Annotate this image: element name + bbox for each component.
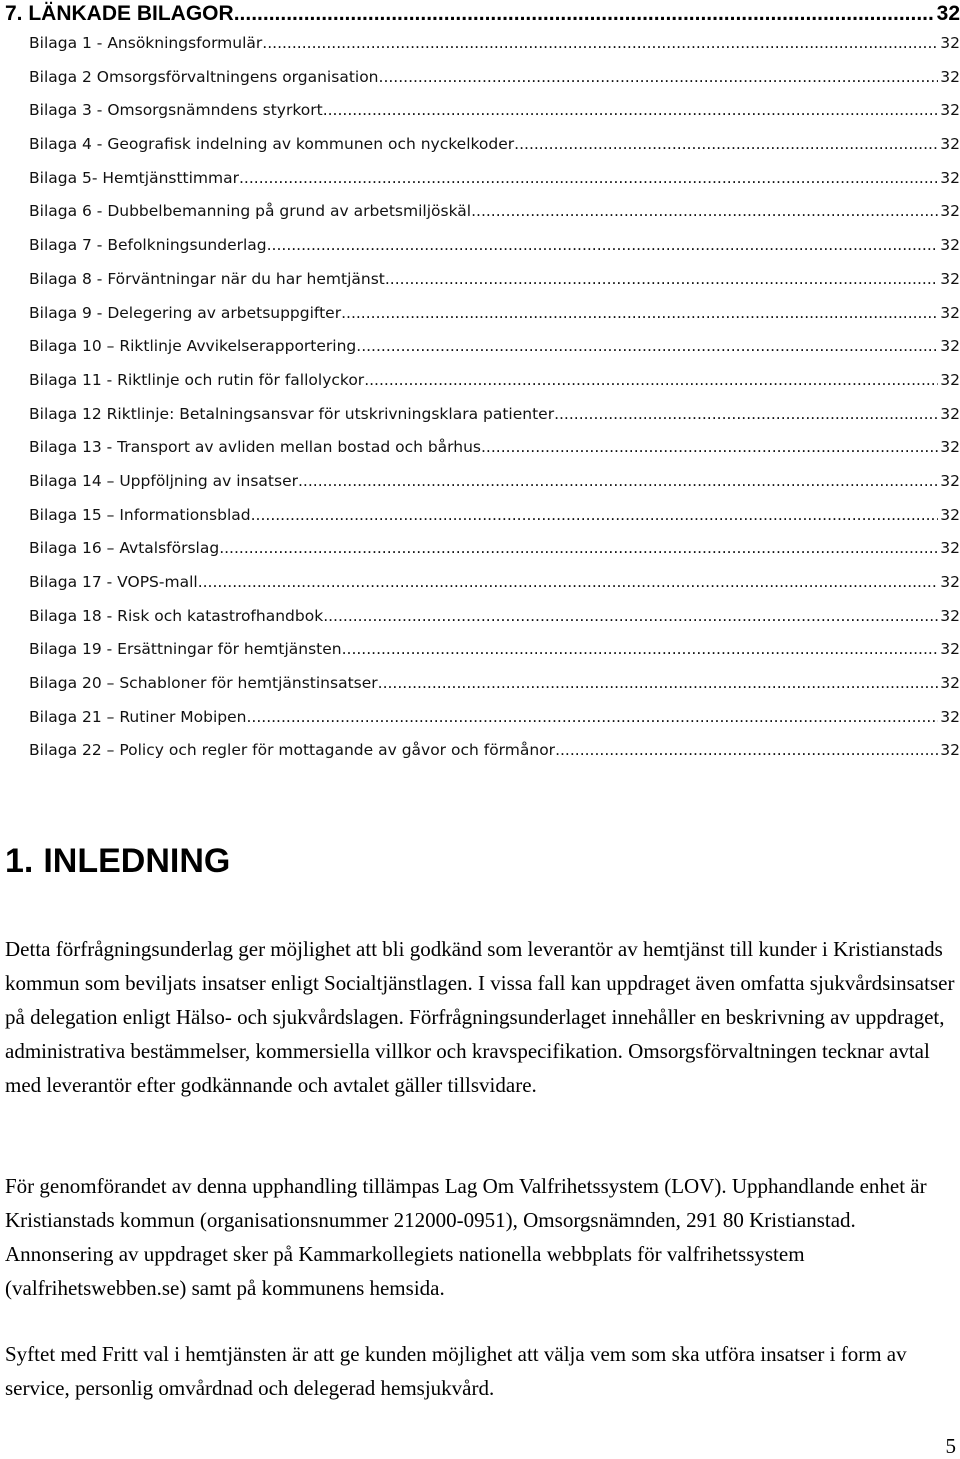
toc-item-page: 32 xyxy=(940,236,960,255)
toc-item-label: Bilaga 11 - Riktlinje och rutin för fallolyckor xyxy=(29,370,365,389)
toc-item-bilaga-7[interactable] xyxy=(29,236,960,270)
toc-item-label: Bilaga 19 - Ersättningar för hemtjänsten xyxy=(29,640,342,659)
toc-heading-leader xyxy=(234,2,935,26)
toc-item-label: Bilaga 18 - Risk och katastrofhandbok xyxy=(29,606,324,625)
toc-item-page: 32 xyxy=(940,303,960,322)
page-number: 5 xyxy=(945,1434,956,1458)
toc-item-bilaga-2[interactable] xyxy=(29,68,960,102)
toc-item-label: Bilaga 12 Riktlinje: Betalningsansvar för utskrivningsklara patienter xyxy=(29,404,555,423)
body-paragraph-3: Syftet med Fritt val i hemtjänsten är att ge kunden möjlighet att välja vem som ska utföra insatser i form av service, personlig omvårdnad och delegerad hemsjukvård. xyxy=(5,1342,907,1400)
toc-item-bilaga-16[interactable] xyxy=(29,539,960,573)
toc-item-leader xyxy=(323,607,938,625)
toc-item-leader xyxy=(239,169,938,187)
toc-item-bilaga-11[interactable] xyxy=(29,371,960,405)
body-paragraph-2: För genomförandet av denna upphandling tillämpas Lag Om Valfrihetssystem (LOV). Upphandlande enhet är Kristianstads kommun (organisationsnummer 212000-0951), Omsorgsnämnden, 291 80 Kristianstad. Annonsering av uppdraget sker på Kammarkollegiets nationella webbplats för valfrihetssystem (valfrihetswebben.se) samt på kommunens hemsida. xyxy=(5,1174,927,1300)
toc-item-page: 32 xyxy=(940,640,960,659)
toc-item-leader xyxy=(554,405,938,423)
toc-item-label: Bilaga 22 – Policy och regler för mottagande av gåvor och förmånor xyxy=(29,741,556,760)
toc-item-leader xyxy=(378,674,939,692)
toc-item-label: Bilaga 4 - Geografisk indelning av kommunen och nyckelkoder xyxy=(29,135,515,154)
toc-item-page: 32 xyxy=(940,67,960,86)
toc-item-leader xyxy=(514,135,938,153)
toc-item-leader xyxy=(341,304,938,322)
toc-item-bilaga-18[interactable] xyxy=(29,607,960,641)
toc-item-bilaga-5[interactable] xyxy=(29,169,960,203)
toc-item-page: 32 xyxy=(940,168,960,187)
toc-item-bilaga-21[interactable] xyxy=(29,708,960,742)
toc-item-page: 32 xyxy=(940,337,960,356)
toc-item-leader xyxy=(481,438,938,456)
toc-item-leader xyxy=(342,640,939,658)
toc-item-page: 32 xyxy=(940,606,960,625)
toc-item-bilaga-4[interactable] xyxy=(29,135,960,169)
body-paragraph-1: Detta förfrågningsunderlag ger möjlighet att bli godkänd som leverantör av hemtjänst till kunder i Kristianstads kommun som beviljats insatser enligt Socialtjänstlagen. I vissa fall kan uppdraget även omfatta sjukvårdsinsatser på delegation enligt Hälso- och sjukvårdslagen. Förfrågningsunderlaget innehåller en beskrivning av uppdraget, administrativa bestämmelser, kommersiella villkor och kravspecifikation. Omsorgsförvaltningen tecknar avtal med leverantör efter godkännande och avtalet gäller tillsvidare. xyxy=(5,937,955,1097)
toc-item-page: 32 xyxy=(940,34,960,52)
toc-item-page: 32 xyxy=(940,404,960,423)
toc-heading[interactable] xyxy=(5,2,960,28)
toc-item-page: 32 xyxy=(940,741,960,760)
toc-item-page: 32 xyxy=(940,573,960,591)
toc-item-leader xyxy=(471,202,938,220)
toc-item-bilaga-12[interactable] xyxy=(29,405,960,439)
toc-item-bilaga-19[interactable] xyxy=(29,640,960,674)
toc-item-bilaga-20[interactable] xyxy=(29,674,960,708)
toc-item-bilaga-15[interactable] xyxy=(29,506,960,540)
toc-item-page: 32 xyxy=(940,370,960,389)
toc-item-leader xyxy=(364,371,938,389)
toc-item-leader xyxy=(267,236,939,254)
toc-item-label: Bilaga 10 – Riktlinje Avvikelserapportering xyxy=(29,337,357,356)
toc-item-leader xyxy=(555,741,938,759)
toc-item-leader xyxy=(219,539,938,557)
toc-item-label: Bilaga 17 - VOPS-mall xyxy=(29,573,198,591)
toc-item-page: 32 xyxy=(940,135,960,154)
toc-item-label: Bilaga 1 - Ansökningsformulär xyxy=(29,34,263,52)
toc-item-leader xyxy=(246,708,938,726)
toc-item-label: Bilaga 7 - Befolkningsunderlag xyxy=(29,236,267,255)
toc-item-label: Bilaga 16 – Avtalsförslag xyxy=(29,539,220,558)
toc-item-leader xyxy=(251,506,939,524)
toc-item-label: Bilaga 20 – Schabloner för hemtjänstinsatser xyxy=(29,674,378,693)
toc-item-page: 32 xyxy=(940,674,960,693)
toc-item-label: Bilaga 2 Omsorgsförvaltningens organisation xyxy=(29,67,379,86)
toc-item-page: 32 xyxy=(940,707,960,726)
toc-heading-label: 7. LÄNKADE BILAGOR xyxy=(5,2,234,25)
toc-list xyxy=(29,34,960,775)
toc-item-leader xyxy=(298,472,938,490)
toc-item-bilaga-22[interactable] xyxy=(29,741,960,775)
toc-heading-page: 32 xyxy=(936,2,960,25)
section-number: 1. xyxy=(5,842,34,880)
toc-item-leader xyxy=(385,270,938,288)
toc-item-leader xyxy=(262,34,938,52)
toc-item-bilaga-17[interactable] xyxy=(29,573,960,607)
toc-item-bilaga-14[interactable] xyxy=(29,472,960,506)
toc-item-page: 32 xyxy=(940,539,960,558)
toc-item-label: Bilaga 15 – Informationsblad xyxy=(29,505,251,524)
section-heading xyxy=(5,842,230,881)
toc-item-label: Bilaga 9 - Delegering av arbetsuppgifter xyxy=(29,303,342,322)
toc-item-label: Bilaga 8 - Förväntningar när du har hemtjänst xyxy=(29,269,385,288)
toc-item-page: 32 xyxy=(940,505,960,524)
toc-item-bilaga-1[interactable] xyxy=(29,34,960,68)
toc-item-leader xyxy=(356,337,938,355)
toc-item-label: Bilaga 14 – Uppföljning av insatser xyxy=(29,471,298,490)
toc-item-leader xyxy=(198,573,939,591)
toc-item-bilaga-9[interactable] xyxy=(29,304,960,338)
toc-item-label: Bilaga 5- Hemtjänsttimmar xyxy=(29,168,239,187)
toc-item-bilaga-13[interactable] xyxy=(29,438,960,472)
toc-item-label: Bilaga 21 – Rutiner Mobipen xyxy=(29,707,247,726)
toc-item-label: Bilaga 6 - Dubbelbemanning på grund av arbetsmiljöskäl xyxy=(29,202,472,221)
toc-item-page: 32 xyxy=(940,202,960,221)
toc-item-leader xyxy=(323,101,939,119)
toc-item-label: Bilaga 13 - Transport av avliden mellan bostad och bårhus xyxy=(29,438,481,457)
toc-item-page: 32 xyxy=(940,269,960,288)
toc-item-page: 32 xyxy=(940,438,960,457)
section-title: INLEDNING xyxy=(43,842,231,880)
toc-item-bilaga-8[interactable] xyxy=(29,270,960,304)
toc-item-page: 32 xyxy=(940,101,960,120)
toc-item-bilaga-6[interactable] xyxy=(29,202,960,236)
toc-item-page: 32 xyxy=(940,471,960,490)
toc-item-leader xyxy=(379,68,939,86)
toc-item-bilaga-10[interactable] xyxy=(29,337,960,371)
toc-item-bilaga-3[interactable] xyxy=(29,101,960,135)
toc-item-label: Bilaga 3 - Omsorgsnämndens styrkort xyxy=(29,101,323,120)
